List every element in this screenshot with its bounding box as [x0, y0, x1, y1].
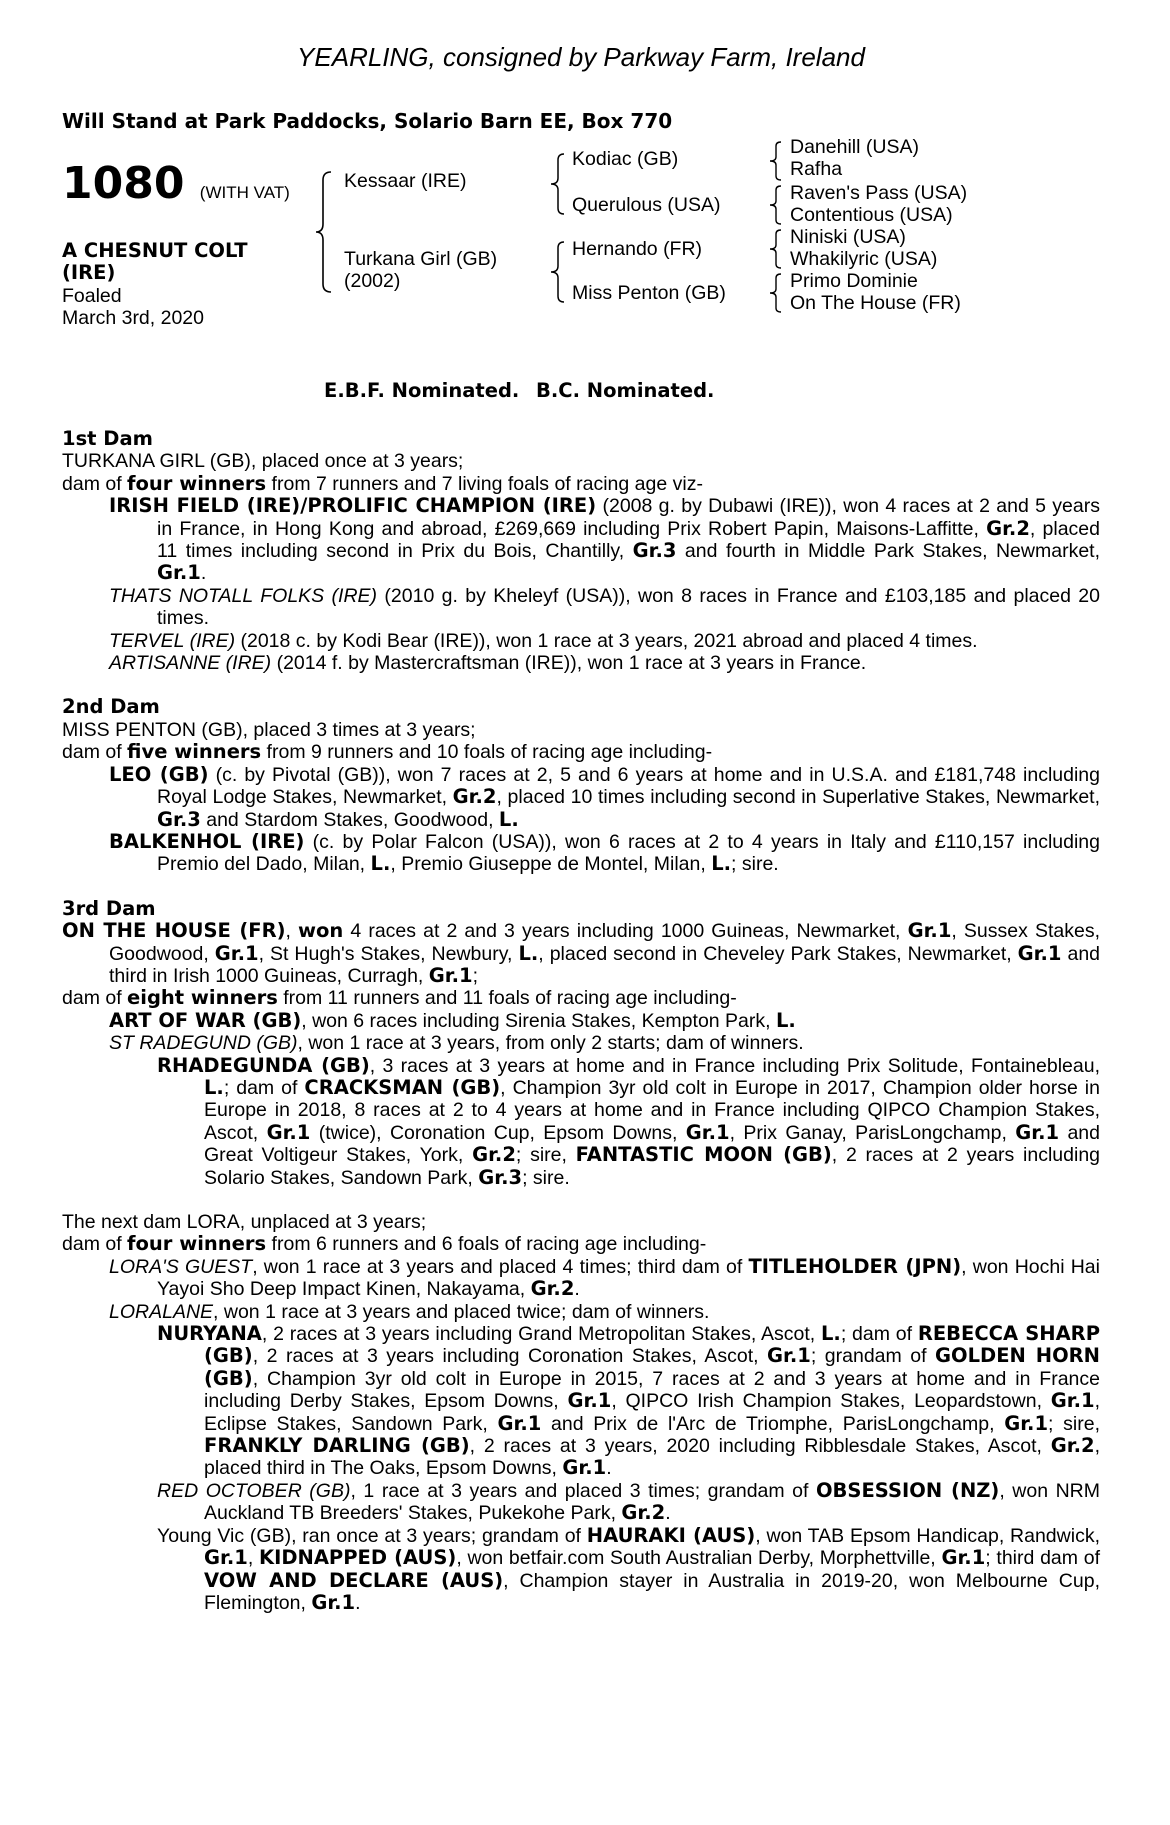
- sds: Raven's Pass (USA): [790, 182, 968, 204]
- sire-dam: Querulous (USA): [572, 194, 721, 216]
- pedigree-brace: [768, 272, 784, 314]
- horse-description: A CHESNUT COLT (IRE) Foaled March 3rd, 2020: [62, 239, 248, 330]
- sss: Danehill (USA): [790, 136, 919, 158]
- pedigree-brace: [314, 170, 336, 295]
- stabling-location: Will Stand at Park Paddocks, Solario Barn EE, Box 770: [62, 109, 673, 133]
- section-heading: 2nd Dam: [62, 695, 160, 719]
- sire-sire: Kodiac (GB): [572, 148, 679, 170]
- pedigree-brace: [548, 240, 568, 304]
- dam-line: ON THE HOUSE (FR), won 4 races at 2 and 3 years including 1000 Guineas, Newmarket, Gr.1, Sussex Stakes, Goodwood, Gr.1, St Hugh's Stakes, Newbury, L., placed second in Cheveley Park Stakes, Newmarket, Gr.1 and third in Irish 1000 Guineas, Curragh, Gr.1;: [62, 919, 1101, 987]
- pedigree-brace: [548, 152, 568, 216]
- catalogue-body: [62, 428, 1100, 1614]
- dam-line: dam of eight winners from 11 runners and 11 foals of racing age including-: [62, 986, 737, 1010]
- dss: Niniski (USA): [790, 226, 906, 248]
- dam-line: dam of five winners from 9 runners and 10 foals of racing age including-: [62, 740, 713, 764]
- lot-number: 1080 (WITH VAT): [62, 158, 290, 209]
- progeny-entry: RED OCTOBER (GB), 1 race at 3 years and placed 3 times; grandam of OBSESSION (NZ), won NRM Auckland TB Breeders' Stakes, Pukekohe Park, Gr.2.: [157, 1478, 1100, 1525]
- dam-line: The next dam LORA, unplaced at 3 years;: [62, 1211, 427, 1233]
- sire: Kessaar (IRE): [344, 170, 467, 192]
- sdd: Contentious (USA): [790, 204, 953, 226]
- progeny-entry: TERVEL (IRE) (2018 c. by Kodi Bear (IRE)), won 1 race at 3 years, 2021 abroad and placed 4 times.: [109, 629, 978, 652]
- progeny-entry: IRISH FIELD (IRE)/PROLIFIC CHAMPION (IRE) (2008 g. by Dubawi (IRE)), won 4 races at 2 and 5 years in France, in Hong Kong and abroad, £269,669 including Prix Robert Papin, Maisons-Laffitte, Gr.2, placed 11 times including second in Prix du Bois, Chantilly, Gr.3 and fourth in Middle Park Stakes, Newmarket, Gr.1.: [109, 494, 1101, 585]
- vat-note: (WITH VAT): [199, 183, 290, 202]
- dam-year: (2002): [344, 270, 401, 292]
- section-heading: 1st Dam: [62, 427, 153, 450]
- pedigree-brace: [768, 228, 784, 270]
- dam-sire: Hernando (FR): [572, 238, 703, 260]
- progeny-entry: BALKENHOL (IRE) (c. by Polar Falcon (USA)), won 6 races at 2 to 4 years in Italy and £110,157 including Premio del Dado, Milan, L., Premio Giuseppe de Montel, Milan, L.; sire.: [109, 829, 1100, 876]
- progeny-entry: LORA'S GUEST, won 1 race at 3 years and placed 4 times; third dam of TITLEHOLDER (JPN), won Hochi Hai Yayoi Sho Deep Impact Kinen, Nakayama, Gr.2.: [109, 1254, 1100, 1301]
- dam-line: dam of four winners from 6 runners and 6 foals of racing age including-: [62, 1232, 707, 1256]
- pedigree-table: [62, 136, 1100, 390]
- progeny-entry: ART OF WAR (GB), won 6 races including Sirenia Stakes, Kempton Park, L.: [109, 1008, 796, 1032]
- dam-line: dam of four winners from 7 runners and 7 living foals of racing age viz-: [62, 471, 703, 495]
- dam-line: TURKANA GIRL (GB), placed once at 3 years;: [62, 450, 464, 473]
- dam: Turkana Girl (GB): [344, 248, 498, 270]
- ssd: Rafha: [790, 158, 843, 180]
- pedigree-brace: [768, 184, 784, 226]
- section-heading: 3rd Dam: [62, 896, 156, 920]
- progeny-entry: RHADEGUNDA (GB), 3 races at 3 years at home and in France including Prix Solitude, Fontainebleau, L.; dam of CRACKSMAN (GB), Champion 3yr old colt in Europe in 2017, Champion older horse in Europe in 2018, 8 races at 2 to 4 years at home and in France including QIPCO Champion Stakes, Ascot, Gr.1 (twice), Coronation Cup, Epsom Downs, Gr.1, Prix Ganay, ParisLongchamp, Gr.1 and Great Voltigeur Stakes, York, Gr.2; sire, FANTASTIC MOON (GB), 2 races at 2 years including Solario Stakes, Sandown Park, Gr.3; sire.: [157, 1053, 1101, 1189]
- dsd: Whakilyric (USA): [790, 248, 938, 270]
- progeny-entry: LORALANE, won 1 race at 3 years and placed twice; dam of winners.: [109, 1300, 710, 1323]
- ebf-nomination: E.B.F. Nominated.: [324, 379, 520, 402]
- bc-nomination: B.C. Nominated.: [536, 379, 715, 402]
- catalogue-header: YEARLING, consigned by Parkway Farm, Ireland: [297, 42, 865, 72]
- dds: Primo Dominie: [790, 270, 918, 292]
- progeny-entry: LEO (GB) (c. by Pivotal (GB)), won 7 races at 2, 5 and 6 years at home and in U.S.A. and £181,748 including Royal Lodge Stakes, Newmarket, Gr.2, placed 10 times including second in Superlative Stakes, Newmarket, Gr.3 and Stardom Stakes, Goodwood, L.: [109, 762, 1100, 831]
- progeny-entry: NURYANA, 2 races at 3 years including Grand Metropolitan Stakes, Ascot, L.; dam of REBECCA SHARP (GB), 2 races at 3 years including Coronation Stakes, Ascot, Gr.1; grandam of GOLDEN HORN (GB), Champion 3yr old colt in Europe in 2015, 7 races at 2 and 3 years at home and in France including Derby Stakes, Epsom Downs, Gr.1, QIPCO Irish Champion Stakes, Leopardstown, Gr.1, Eclipse Stakes, Sandown Park, Gr.1 and Prix de l'Arc de Triomphe, ParisLongchamp, Gr.1; sire, FRANKLY DARLING (GB), 2 races at 3 years, 2020 including Ribblesdale Stakes, Ascot, Gr.2, placed third in The Oaks, Epsom Downs, Gr.1.: [157, 1322, 1100, 1480]
- progeny-entry: Young Vic (GB), ran once at 3 years; grandam of HAURAKI (AUS), won TAB Epsom Handicap, Randwick, Gr.1, KIDNAPPED (AUS), won betfair.com South Australian Derby, Morphettville, Gr.1; third dam of VOW AND DECLARE (AUS), Champion stayer in Australia in 2019-20, won Melbourne Cup, Flemington, Gr.1.: [157, 1523, 1100, 1614]
- ddd: On The House (FR): [790, 292, 961, 314]
- dam-dam: Miss Penton (GB): [572, 282, 726, 304]
- progeny-entry: ST RADEGUND (GB), won 1 race at 3 years, from only 2 starts; dam of winners.: [109, 1032, 804, 1055]
- dam-line: MISS PENTON (GB), placed 3 times at 3 years;: [62, 718, 476, 741]
- progeny-entry: ARTISANNE (IRE) (2014 f. by Mastercraftsman (IRE)), won 1 race at 3 years in France.: [109, 652, 867, 675]
- progeny-entry: THATS NOTALL FOLKS (IRE) (2010 g. by Kheleyf (USA)), won 8 races in France and £103,185 and placed 20 times.: [109, 584, 1100, 630]
- pedigree-brace: [768, 140, 784, 182]
